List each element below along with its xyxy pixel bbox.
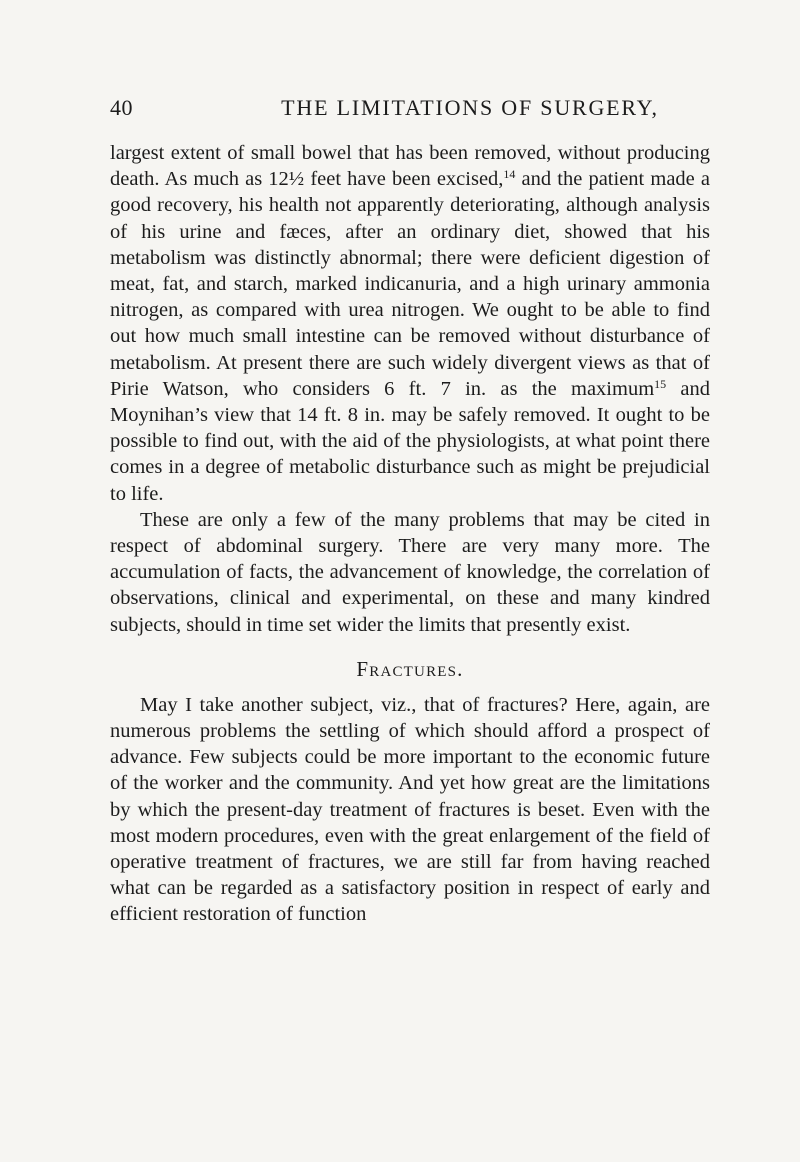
paragraph-text: and the patient made a good recovery, his health not apparently deteriorating, although analysis of his urine and fæces, after an ordinary diet, showed that his metabolism was distinctly abnormal; there were deficient digestion of meat, fat, and starch, marked indicanuria, and a high urinary ammonia nitrogen, as compared with urea nitrogen. We ought to be able to find out how much small intestine can be removed without disturbance of metabolism. At present there are such widely divergent views as that of Pirie Watson, who considers 6 ft. 7 in. as the maximum xyxy=(110,168,710,400)
paragraph-fractures: May I take another subject, viz., that of fractures? Here, again, are numerous problems the settling of which should afford a prospect of advance. Few subjects could be more important to the economic future of the worker and the community. And yet how great are the limitations by which the present-day treatment of fractures is beset. Even with the most modern procedures, even with the great enlargement of the field of operative treatment of fractures, we are still far from having reached what can be regarded as a satisfactory position in respect of early and efficient restoration of function xyxy=(110,693,710,926)
paragraph-text: and Moynihan’s view that 14 ft. 8 in. may be safely removed. It ought to be possible to find out, with the aid of the physiologists, at what point there comes in a degree of metabolic disturbance such as might be prejudicial to life. xyxy=(110,377,710,505)
paragraph-text: largest extent of small bowel that has been removed, without producing death. As much as 12½ feet have been excised, xyxy=(110,142,710,191)
paragraph-abdominal-problems: These are only a few of the many problems that may be cited in respect of abdominal surgery. There are very many more. The accumulation of facts, the advancement of knowledge, the correlation of observations, clinical and experimental, on these and many kindred subjects, should in time set wider the limits that presently exist. xyxy=(110,508,710,636)
footnote-marker: 14 xyxy=(503,167,516,182)
body-text xyxy=(110,140,710,928)
footnote-marker: 15 xyxy=(654,376,667,391)
running-title: THE LIMITATIONS OF SURGERY, xyxy=(281,95,659,120)
paragraph-small-bowel xyxy=(110,140,710,507)
running-head xyxy=(110,95,710,125)
section-heading-fractures: Fractures. xyxy=(356,656,464,681)
page-number: 40 xyxy=(110,95,133,120)
